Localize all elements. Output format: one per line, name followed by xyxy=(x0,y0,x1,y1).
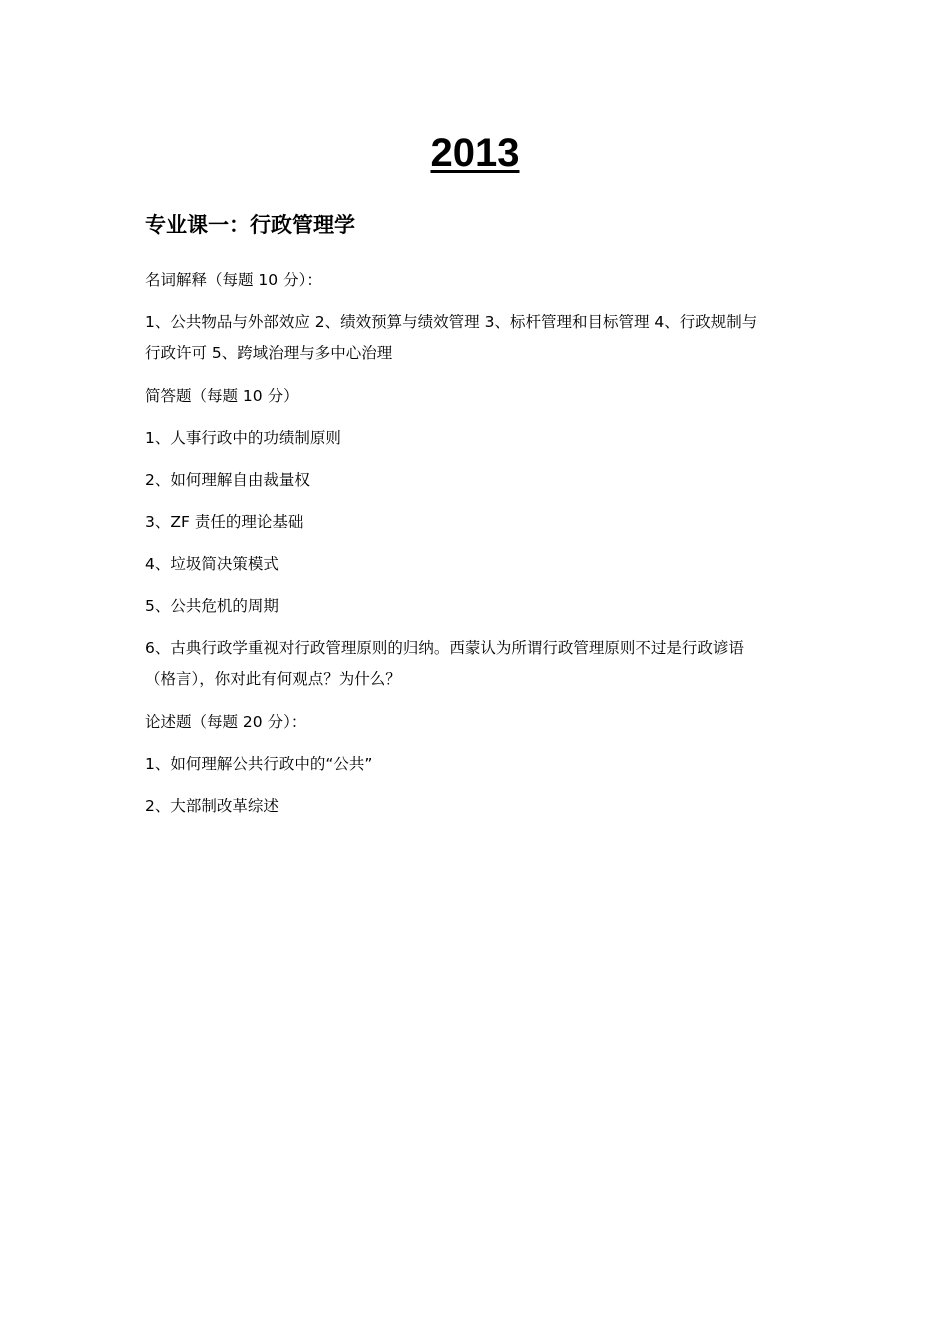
short-answer-item-5: 5、公共危机的周期 xyxy=(145,597,279,615)
short-answer-item-4: 4、垃圾简决策模式 xyxy=(145,555,279,573)
section-heading-term-definitions: 名词解释（每题 10 分）： xyxy=(145,271,322,289)
year-title xyxy=(0,128,950,178)
short-answer-item-1: 1、人事行政中的功绩制原则 xyxy=(145,429,341,447)
short-answer-item-6-line-2: （格言），你对此有何观点？为什么？ xyxy=(145,670,401,688)
section-heading-short-answer: 简答题（每题 10 分） xyxy=(145,387,299,405)
section-heading-essay: 论述题（每题 20 分）： xyxy=(145,713,307,731)
course-heading: 专业课一：行政管理学 xyxy=(145,213,355,237)
year-title-text: 2013 xyxy=(430,131,520,175)
term-definitions-line-2: 行政许可 5、跨域治理与多中心治理 xyxy=(145,344,393,362)
short-answer-item-2: 2、如何理解自由裁量权 xyxy=(145,471,310,489)
short-answer-item-3: 3、ZF 责任的理论基础 xyxy=(145,513,304,531)
short-answer-item-6-line-1: 6、古典行政学重视对行政管理原则的归纳。西蒙认为所谓行政管理原则不过是行政谚语 xyxy=(145,639,744,657)
essay-item-2: 2、大部制改革综述 xyxy=(145,797,279,815)
essay-item-1: 1、如何理解公共行政中的“公共” xyxy=(145,755,373,773)
term-definitions-line-1: 1、公共物品与外部效应 2、绩效预算与绩效管理 3、标杆管理和目标管理 4、行政规制与 xyxy=(145,313,758,331)
